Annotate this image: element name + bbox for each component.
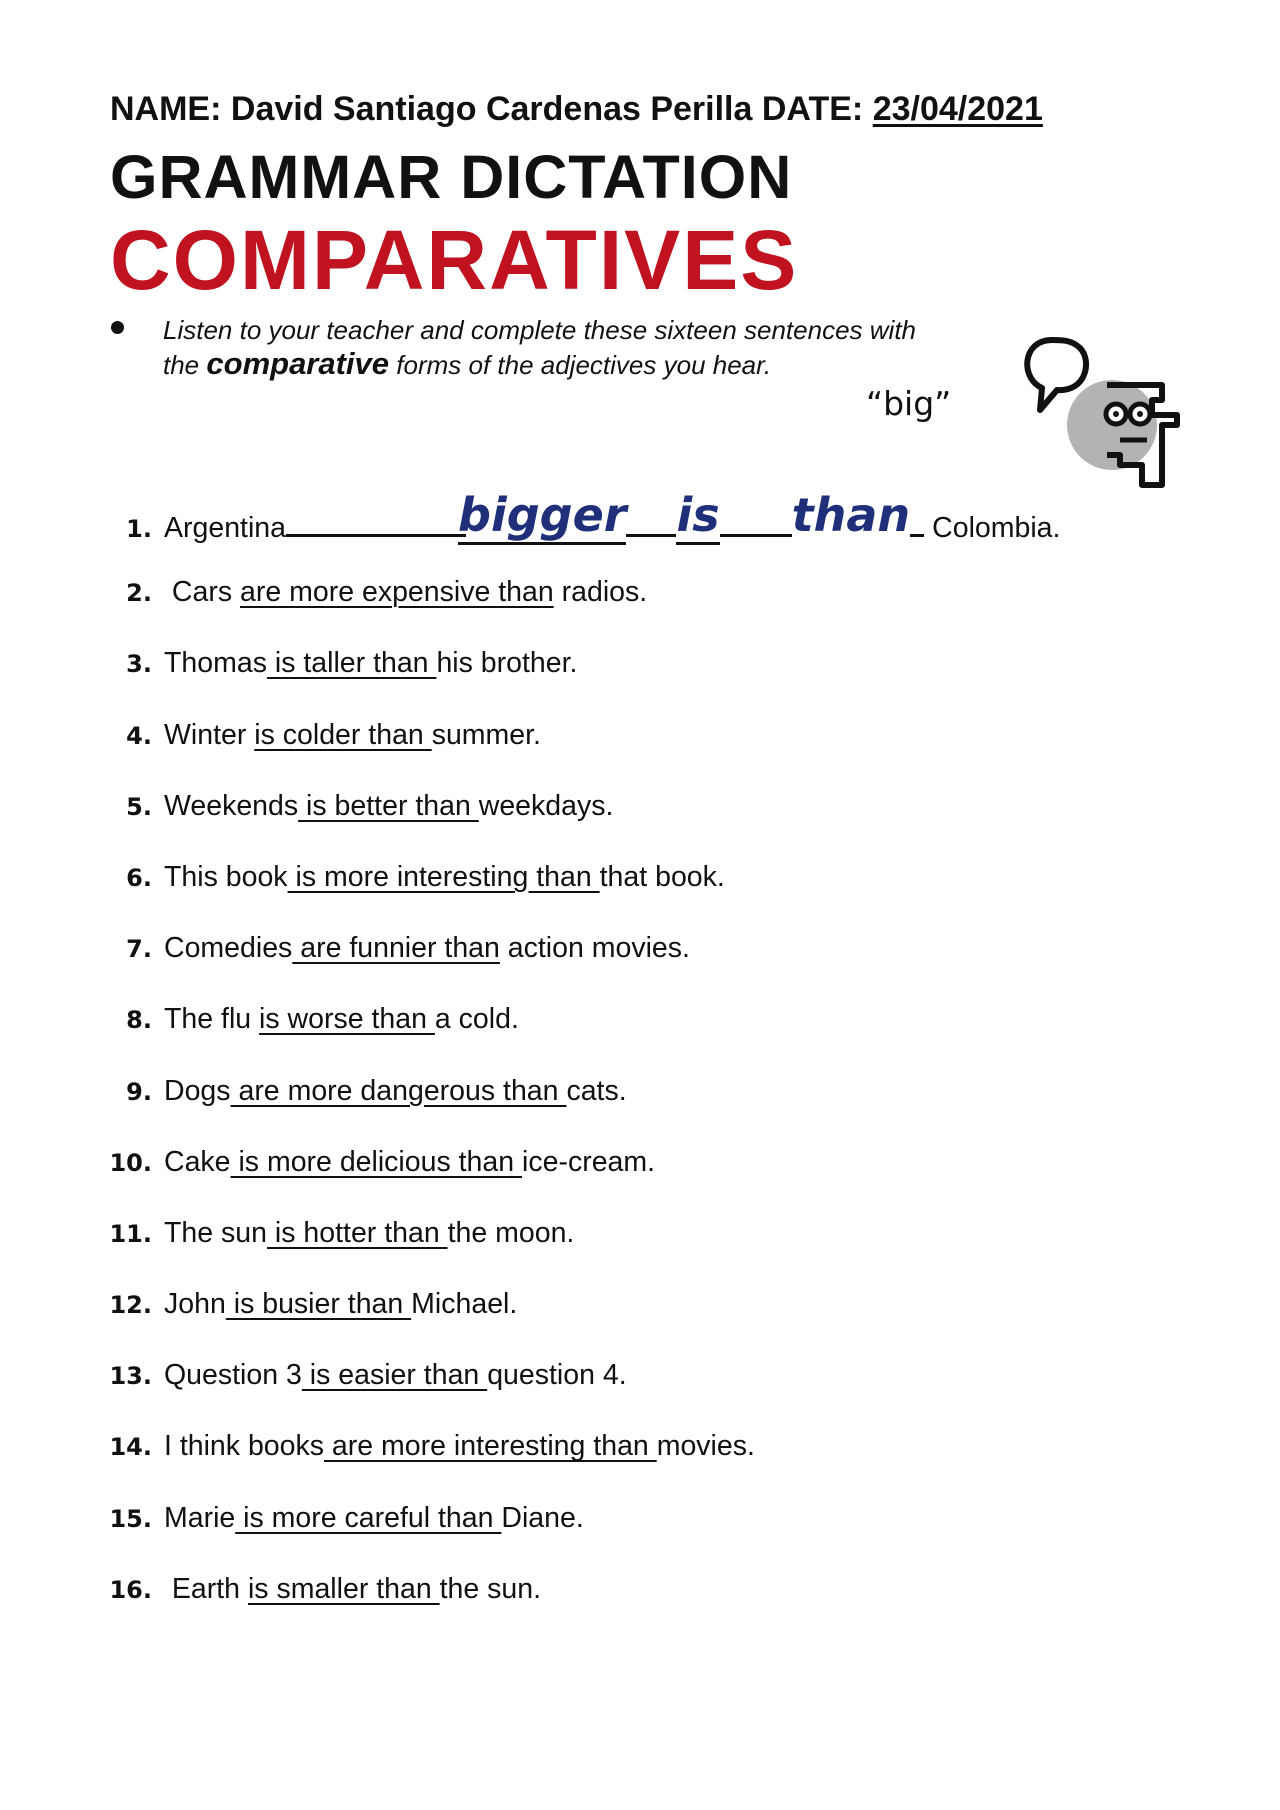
sentence-item — [100, 771, 1230, 842]
sentence-answer: is more careful than — [235, 1501, 502, 1534]
sentence-answer: is smaller than — [247, 1572, 440, 1605]
sentence-before: Dogs — [164, 1074, 231, 1107]
sentence-before: The flu — [164, 1003, 260, 1036]
date-label: DATE: — [761, 90, 864, 128]
instructions-part2: forms of the adjectives you hear. — [396, 350, 772, 380]
sentence-number: 11. — [109, 1219, 152, 1248]
sentence-answer: is more delicious than — [230, 1145, 523, 1178]
sentence-after: his brother. — [436, 647, 578, 680]
sentence-before: Earth — [164, 1572, 248, 1605]
sentence-number: 13. — [109, 1362, 152, 1391]
bullet-icon — [111, 321, 124, 334]
sentence-item — [100, 1056, 1230, 1127]
sentence-before: This book — [164, 860, 288, 893]
sentence-after: summer. — [431, 718, 541, 751]
sentence-answer: are more dangerous than — [230, 1074, 567, 1107]
sentence-answer: is easier than — [301, 1359, 488, 1392]
worksheet-title: GRAMMAR DICTATION — [110, 143, 793, 211]
sentence-before: Comedies — [164, 932, 293, 965]
sentence-after: action movies. — [499, 932, 690, 965]
sentence-answer: is better than — [298, 789, 479, 822]
sentence-before: Weekends — [164, 789, 299, 822]
sentence-number: 6. — [126, 863, 152, 892]
name-label: NAME: — [110, 90, 222, 128]
sentence-before: Argentina — [164, 512, 287, 544]
sentence-before: Cars — [164, 576, 241, 609]
sentence-before: Thomas — [164, 647, 267, 680]
sentence-item — [100, 557, 1230, 628]
sentence-after: Michael. — [411, 1288, 518, 1321]
sentence-before: Winter — [164, 718, 255, 751]
sentence-item — [100, 1483, 1230, 1554]
sentence-number: 3. — [126, 650, 152, 679]
sentence-item — [100, 1269, 1230, 1340]
sentence-item — [100, 984, 1230, 1055]
sentence-after: movies. — [656, 1430, 755, 1463]
sentence-after: weekdays. — [478, 789, 614, 822]
sentence-item — [100, 1411, 1230, 1482]
sentence-item — [100, 1198, 1230, 1269]
sentence-number: 5. — [126, 792, 152, 821]
sentence-after: that book. — [599, 860, 725, 893]
answer-blank — [286, 512, 466, 537]
sentence-answer: is colder than — [254, 718, 432, 751]
sentence-answer: is hotter than — [266, 1216, 448, 1249]
sentence-number: 15. — [109, 1504, 152, 1533]
sentence-number: 7. — [126, 935, 152, 964]
sentence-item — [100, 913, 1230, 984]
sentence-item — [100, 700, 1230, 771]
instructions-strong-word: comparative — [206, 346, 390, 381]
sentence-before: Marie — [164, 1501, 236, 1534]
handwritten-answer: is — [676, 488, 719, 545]
sentence-item — [100, 1554, 1230, 1625]
sentence-before: The sun — [164, 1216, 267, 1249]
sentence-number: 1. — [126, 515, 152, 543]
sentence-after: cats. — [566, 1074, 627, 1107]
answer-blank — [626, 512, 676, 537]
sentence-after: the sun. — [439, 1572, 542, 1605]
sentence-after: radios. — [553, 576, 648, 609]
sentence-answer: is worse than — [259, 1003, 435, 1036]
sentence-number: 12. — [109, 1291, 152, 1320]
sentence-item — [100, 486, 1230, 557]
instructions — [163, 313, 943, 382]
sentence-answer: are more interesting than — [324, 1430, 657, 1463]
sentence-before: Cake — [164, 1145, 231, 1178]
sentence-after: question 4. — [487, 1359, 627, 1392]
sentence-number: 16. — [109, 1575, 152, 1604]
sentence-answer: is more interesting than — [287, 860, 600, 893]
worksheet-topic: COMPARATIVES — [110, 213, 799, 307]
handwritten-answer: than — [791, 488, 911, 542]
sentence-after: Colombia. — [932, 512, 1061, 544]
sentence-before: Question 3 — [164, 1359, 302, 1392]
sentence-number: 10. — [109, 1148, 152, 1177]
sentence-item — [100, 1127, 1230, 1198]
handwritten-answer: bigger — [458, 488, 626, 545]
teacher-speaking-icon — [1012, 330, 1182, 490]
student-name: David Santiago Cardenas Perilla — [230, 90, 753, 128]
sentence-number: 14. — [109, 1433, 152, 1462]
sentence-item — [100, 842, 1230, 913]
answer-blank — [720, 512, 792, 537]
date-value: 23/04/2021 — [872, 90, 1043, 128]
sentence-item — [100, 1340, 1230, 1411]
sentence-number: 9. — [126, 1077, 152, 1106]
sentence-number: 4. — [126, 721, 152, 750]
sentence-answer: is taller than — [266, 647, 437, 680]
sentence-before: I think books — [164, 1430, 325, 1463]
answer-blank — [910, 512, 924, 537]
sentence-after: a cold. — [434, 1003, 519, 1036]
sentence-list — [100, 486, 1230, 1625]
instructions-part1: Listen to your teacher and complete these sixteen sentences with the — [163, 315, 916, 380]
example-word: “big” — [866, 384, 952, 423]
sentence-number: 8. — [126, 1006, 152, 1035]
sentence-after: the moon. — [447, 1216, 575, 1249]
sentence-answer: are funnier than — [292, 932, 500, 965]
sentence-before: John — [164, 1288, 226, 1321]
sentence-after: ice-cream. — [522, 1145, 656, 1178]
sentence-answer: are more expensive than — [240, 576, 554, 609]
sentence-after: Diane. — [501, 1501, 584, 1534]
sentence-number: 2. — [126, 579, 152, 608]
sentence-item — [100, 628, 1230, 699]
sentence-answer: is busier than — [225, 1288, 412, 1321]
name-date-line — [110, 90, 1043, 129]
